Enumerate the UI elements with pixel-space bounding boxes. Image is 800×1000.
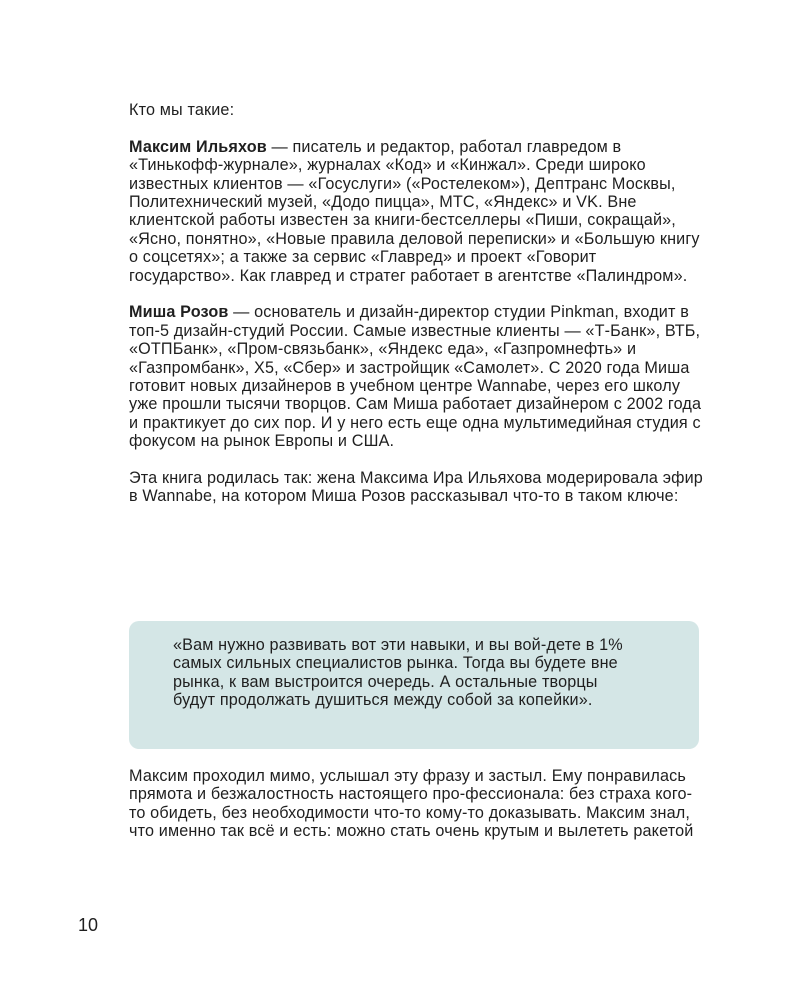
intro-heading: Кто мы такие: <box>129 101 235 119</box>
bio-misha-name: Миша Розов <box>129 303 229 322</box>
bio-misha-paragraph <box>129 303 704 450</box>
quote-box <box>129 621 699 749</box>
continuation-paragraph: Максим проходил мимо, услышал эту фразу и застыл. Ему понравилась прямота и безжалостность настоящего про-фессионала: без страха кого-то обидеть, без необходимости что-то кому-то доказывать. Максим знал, что именно так всё и есть: можно стать очень крутым и вылететь ракетой <box>129 767 694 841</box>
quote-text: «Вам нужно развивать вот эти навыки, и вы вой-дете в 1% самых сильных специалистов рынка. Тогда вы будете вне рынка, к вам выстроится очередь. А остальные творцы будут продолжать душиться между собой за копейки». <box>173 636 623 710</box>
bio-maxim-text: — писатель и редактор, работал главредом в «Тинькофф-журнале», журналах «Код» и «Кинжал». Среди широко известных клиентов — «Госуслуги» («Ростелеком»), Дептранс Москвы, Политехнический музей, «Додо пицца», МТС, «Яндекс» и VK. Вне клиентской работы известен за книги-бестселлеры «Пиши, сокращай», «Ясно, понятно», «Новые правила деловой переписки» и «Большую книгу о соцсетях»; а также за сервис «Главред» и проект «Говорит государство». Как главред и стратег работает в агентстве «Палиндром». <box>129 137 700 285</box>
bio-misha-text: — основатель и дизайн-директор студии Pinkman, входит в топ-5 дизайн-студий России. Самые известные клиенты — «Т-Банк», ВТБ, «ОТПБанк», «Пром-связьбанк», «Яндекс еда», «Газпромнефть» и «Газпромбанк», Х5, «Сбер» и застройщик «Самолет». С 2020 года Миша готовит новых дизайнеров в учебном центре Wannabe, через его школу уже прошли тысячи творцов. Сам Миша работает дизайнером с 2002 года и практикует до сих пор. И у него есть еще одна мультимедийная студия с фокусом на рынок Европы и США. <box>129 303 702 451</box>
bio-maxim-paragraph <box>129 138 704 285</box>
bio-maxim-name: Максим Ильяхов <box>129 137 267 156</box>
page-number: 10 <box>78 915 99 935</box>
page-body <box>129 101 704 506</box>
origin-paragraph: Эта книга родилась так: жена Максима Ира Ильяхова модерировала эфир в Wannabe, на котором Миша Розов рассказывал что-то в таком ключе: <box>129 469 703 506</box>
spacer <box>129 119 704 137</box>
